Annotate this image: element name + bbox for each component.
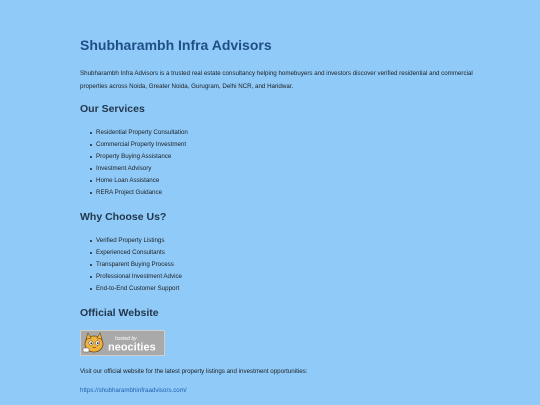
official-website-link[interactable]: https://shubharambhinfraadvisors.com/ xyxy=(80,387,187,394)
services-heading: Our Services xyxy=(80,103,145,115)
badge-neocities-text: neocities xyxy=(108,341,156,354)
list-item: Investment Advisory xyxy=(96,163,188,175)
list-item: Commercial Property Investment xyxy=(96,139,188,151)
badge-hosted-by-text: hosted by xyxy=(115,336,137,342)
visit-text: Visit our official website for the latest property listings and investment opportunities: xyxy=(80,368,308,375)
neocities-badge-link[interactable] xyxy=(80,330,165,356)
page-title: Shubharambh Infra Advisors xyxy=(80,37,272,53)
list-item: Verified Property Listings xyxy=(96,235,182,247)
intro-paragraph: Shubharambh Infra Advisors is a trusted real estate consultancy helping homebuyers and investors discover verified residential and commercial properties across Noida, Greater Noida, Gurugram, Delhi NCR, and Haridwar. xyxy=(80,70,473,90)
list-item: Professional Investment Advice xyxy=(96,271,182,283)
neocities-badge-graphic xyxy=(81,331,164,355)
list-item: End-to-End Customer Support xyxy=(96,283,182,295)
official-website-heading: Official Website xyxy=(80,307,159,319)
list-item: Property Buying Assistance xyxy=(96,151,188,163)
list-item: Transparent Buying Process xyxy=(96,259,182,271)
why-choose-list xyxy=(80,235,182,295)
list-item: Home Loan Assistance xyxy=(96,175,188,187)
list-item: Residential Property Consultation xyxy=(96,127,188,139)
list-item: RERA Project Guidance xyxy=(96,187,188,199)
services-list xyxy=(80,127,188,199)
why-choose-heading: Why Choose Us? xyxy=(80,211,167,223)
list-item: Experienced Consultants xyxy=(96,247,182,259)
